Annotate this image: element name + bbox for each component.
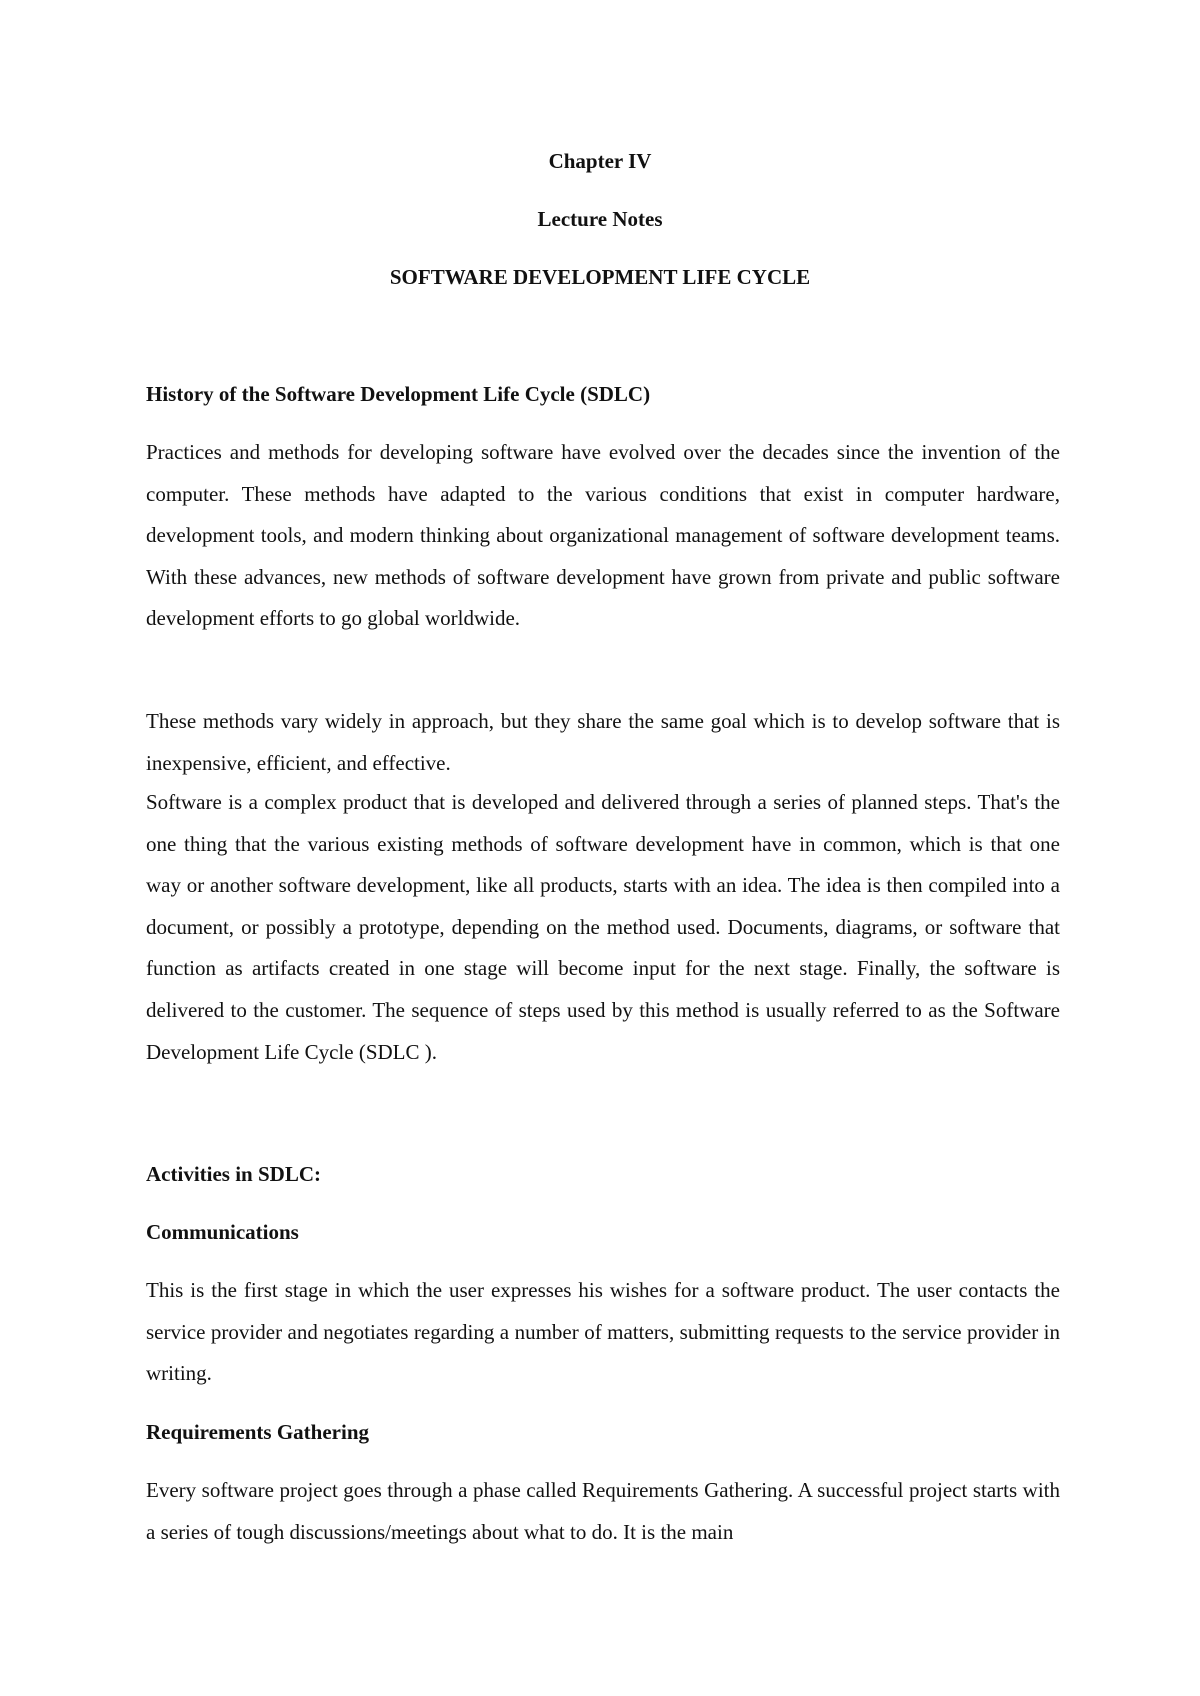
- history-heading: History of the Software Development Life Cycle (SDLC): [146, 382, 651, 406]
- chapter-heading: Chapter IV: [548, 149, 652, 173]
- history-paragraph-3: Software is a complex product that is developed and delivered through a series of planned steps. That's the one thing that the various existing methods of software development have in common, which is that one way or another software development, like all products, starts with an idea. The idea is then compiled into a document, or possibly a prototype, depending on the method used. Documents, diagrams, or software that function as artifacts created in one stage will become input for the next stage. Finally, the software is delivered to the customer. The sequence of steps used by this method is usually referred to as the Software Development Life Cycle (SDLC ).: [146, 790, 1060, 1064]
- communications-heading: Communications: [146, 1220, 299, 1244]
- activities-heading: Activities in SDLC:: [146, 1162, 321, 1186]
- lecture-notes-heading: Lecture Notes: [537, 207, 663, 231]
- history-paragraph-1: Practices and methods for developing software have evolved over the decades since the invention of the computer. These methods have adapted to the various conditions that exist in computer hardware, development tools, and modern thinking about organizational management of software development teams. With these advances, new methods of software development have grown from private and public software development efforts to go global worldwide.: [146, 440, 1060, 631]
- document-title: SOFTWARE DEVELOPMENT LIFE CYCLE: [389, 265, 811, 289]
- requirements-heading: Requirements Gathering: [146, 1420, 370, 1444]
- requirements-paragraph: Every software project goes through a phase called Requirements Gathering. A successful project starts with a series of tough discussions/meetings about what to do. It is the main: [146, 1478, 1060, 1544]
- history-paragraph-2: These methods vary widely in approach, but they share the same goal which is to develop software that is inexpensive, efficient, and effective.: [146, 709, 1060, 775]
- communications-paragraph: This is the first stage in which the user expresses his wishes for a software product. The user contacts the service provider and negotiates regarding a number of matters, submitting requests to the service provider in writing.: [146, 1278, 1060, 1386]
